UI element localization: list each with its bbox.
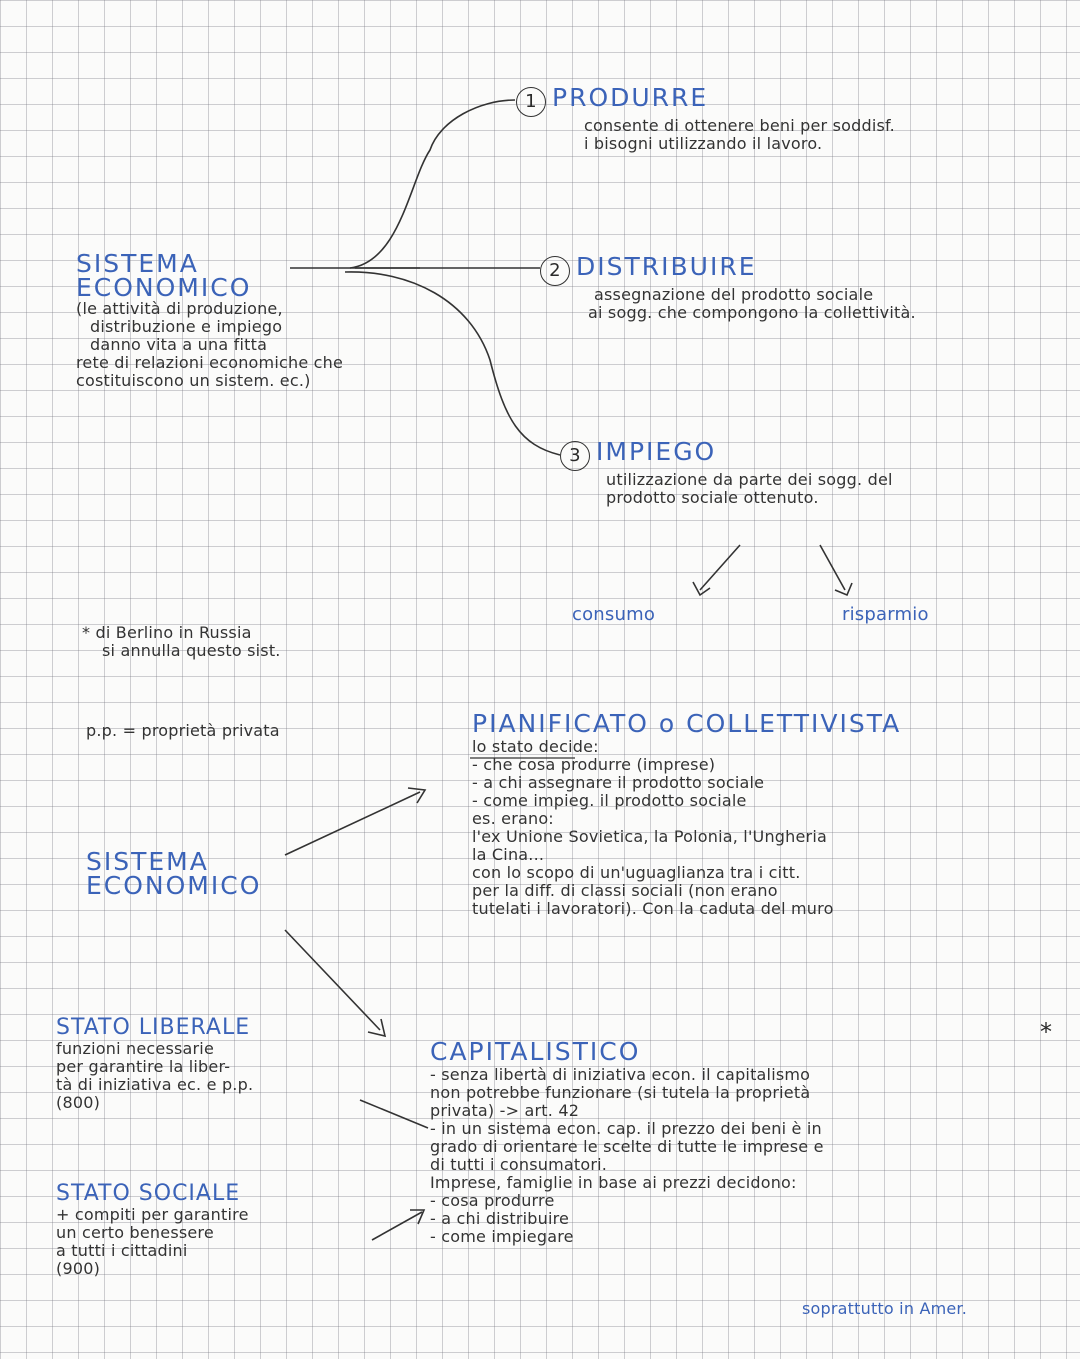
- branch-impiego: [560, 437, 893, 507]
- sistema-title-2: ECONOMICO: [76, 273, 252, 302]
- branch-title-distribuire: DISTRIBUIRE: [576, 252, 757, 281]
- capitalistico-aside: soprattutto in Amer.: [802, 1299, 968, 1318]
- branch-number-1: 1: [516, 87, 546, 117]
- arrow-capitalistico: [285, 930, 385, 1036]
- stato-sociale-title: STATO SOCIALE: [56, 1181, 241, 1206]
- branch-number-2: 2: [540, 256, 570, 286]
- arrow-consumo: [693, 545, 740, 595]
- pianificato-line-5: es. erano:: [472, 809, 554, 828]
- stato-sociale-line-1: + compiti per garantire: [56, 1205, 249, 1224]
- sistema-desc-5: costituiscono un sistem. ec.): [76, 371, 311, 390]
- pianificato-line-6: l'ex Unione Sovietica, la Polonia, l'Ungheria: [472, 827, 827, 846]
- branch-distribuire-line-2: ai sogg. che compongono la collettività.: [588, 302, 916, 322]
- stato-liberale-title: STATO LIBERALE: [56, 1015, 251, 1040]
- note-proprieta-privata: p.p. = proprietà privata: [86, 721, 280, 740]
- capitalistico-title: CAPITALISTICO: [430, 1037, 641, 1066]
- pianificato-line-7: la Cina...: [472, 845, 545, 864]
- branch-line-up: [350, 100, 515, 268]
- branch-impiego-line-1: utilizzazione da parte dei sogg. del: [606, 469, 893, 489]
- capitalistico-line-8: - cosa produrre: [430, 1191, 555, 1210]
- pianificato-line-4: - come impieg. il prodotto sociale: [472, 791, 747, 810]
- pianificato-line-8: con lo scopo di un'uguaglianza tra i citt.: [472, 863, 801, 882]
- branch-number-3: 3: [560, 441, 590, 471]
- branch-produrre: [516, 83, 895, 153]
- branch-distribuire-line-1: assegnazione del prodotto sociale: [594, 284, 874, 304]
- capitalistico-line-3: privata) -> art. 42: [430, 1101, 580, 1120]
- sistema-desc-3: danno vita a una fitta: [90, 335, 268, 354]
- pianificato-line-2: - che cosa produrre (imprese): [472, 755, 716, 774]
- stato-sociale-block: [56, 1182, 249, 1278]
- sistema-title-1: SISTEMA: [76, 249, 199, 278]
- note-berlino: [82, 624, 281, 660]
- pianificato-star: *: [1040, 1018, 1053, 1046]
- arrow-pianificato: [285, 788, 425, 855]
- capitalistico-line-6: di tutti i consumatori.: [430, 1155, 608, 1174]
- arrow-liberale: [360, 1100, 428, 1128]
- branch-distribuire: [540, 252, 916, 322]
- sistema-desc-2: distribuzione e impiego: [90, 317, 283, 336]
- capitalistico-line-1: - senza libertà di iniziativa econ. il capitalismo: [430, 1065, 811, 1084]
- sistema-economico-block-2: [86, 847, 262, 900]
- stato-sociale-line-3: a tutti i cittadini: [56, 1241, 188, 1260]
- pianificato-line-1: lo stato decide:: [472, 737, 599, 756]
- branch-produrre-line-1: consente di ottenere beni per soddisf.: [584, 115, 895, 135]
- capitalistico-line-7: Imprese, famiglie in base ai prezzi decidono:: [430, 1173, 797, 1192]
- note-berlino-line-1: * di Berlino in Russia: [82, 623, 252, 642]
- sistema2-title-2: ECONOMICO: [86, 871, 262, 900]
- note-berlino-line-2: si annulla questo sist.: [102, 641, 281, 660]
- pianificato-line-9: per la diff. di classi sociali (non erano: [472, 881, 778, 900]
- pianificato-line-3: - a chi assegnare il prodotto sociale: [472, 773, 765, 792]
- capitalistico-line-4: - in un sistema econ. cap. il prezzo dei beni è in: [430, 1119, 822, 1138]
- capitalistico-line-10: - come impiegare: [430, 1227, 574, 1246]
- branch-title-impiego: IMPIEGO: [596, 437, 717, 466]
- branch-produrre-line-2: i bisogni utilizzando il lavoro.: [584, 133, 823, 153]
- capitalistico-block: [430, 1037, 1060, 1246]
- stato-liberale-block: [56, 1016, 253, 1112]
- sistema-desc-4: rete di relazioni economiche che: [76, 353, 344, 372]
- sistema2-title-1: SISTEMA: [86, 847, 209, 876]
- outcome-risparmio: risparmio: [842, 604, 929, 625]
- sistema-desc-1: (le attività di produzione,: [76, 299, 283, 318]
- pianificato-line-10: tutelati i lavoratori). Con la caduta del muro: [472, 899, 834, 918]
- stato-sociale-line-4: (900): [56, 1259, 101, 1278]
- stato-liberale-line-2: per garantire la liber-: [56, 1057, 231, 1076]
- stato-sociale-line-2: un certo benessere: [56, 1223, 214, 1242]
- pianificato-title: PIANIFICATO o COLLETTIVISTA: [472, 709, 902, 738]
- capitalistico-line-9: - a chi distribuire: [430, 1209, 570, 1228]
- capitalistico-line-2: non potrebbe funzionare (si tutela la proprietà: [430, 1083, 811, 1102]
- outcome-consumo: consumo: [572, 604, 656, 625]
- stato-liberale-line-4: (800): [56, 1093, 101, 1112]
- stato-liberale-line-3: tà di iniziativa ec. e p.p.: [56, 1075, 254, 1094]
- stato-liberale-line-1: funzioni necessarie: [56, 1039, 214, 1058]
- arrow-sociale: [372, 1210, 424, 1240]
- sistema-economico-block: [76, 249, 436, 390]
- pianificato-block: [472, 709, 1062, 918]
- arrow-risparmio: [820, 545, 852, 595]
- capitalistico-line-5: grado di orientare le scelte di tutte le imprese e: [430, 1137, 824, 1156]
- branch-impiego-line-2: prodotto sociale ottenuto.: [606, 487, 819, 507]
- branch-title-produrre: PRODURRE: [552, 83, 709, 112]
